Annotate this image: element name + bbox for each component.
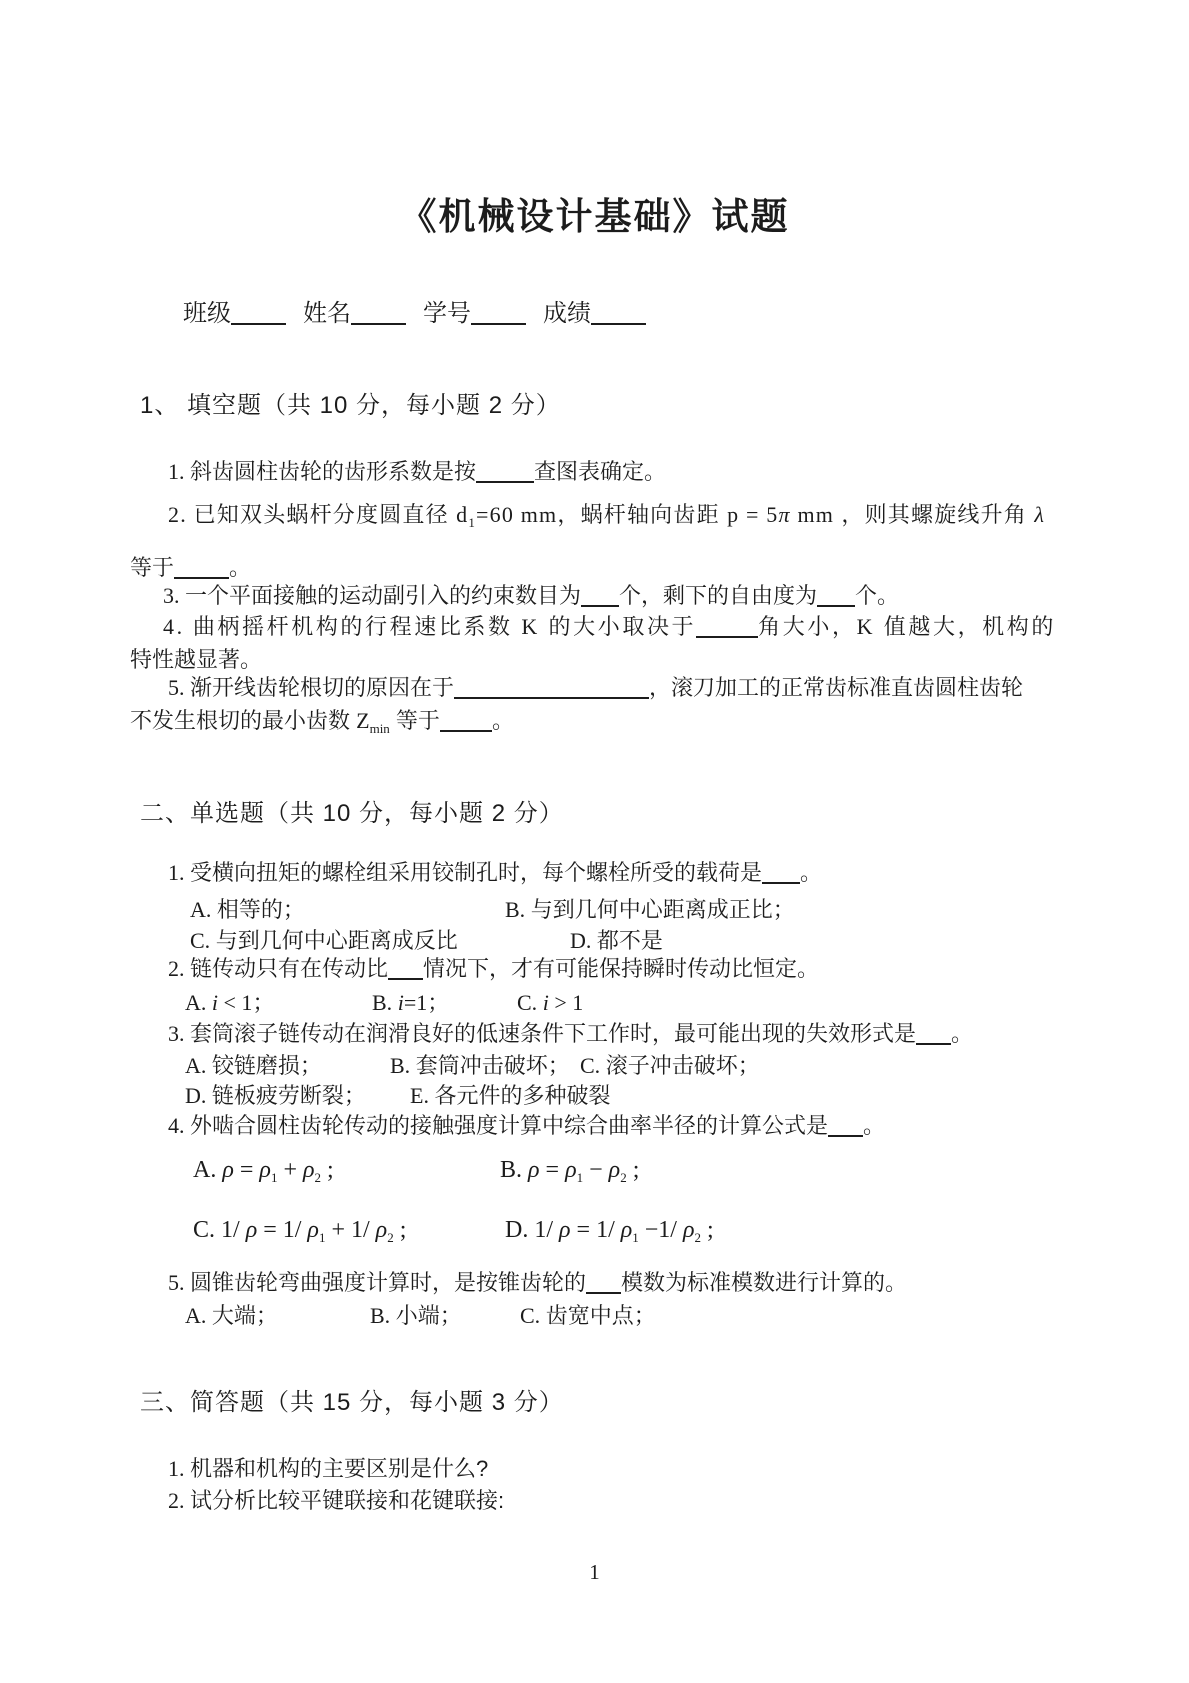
math-run: mm (790, 502, 835, 527)
option (372, 988, 449, 1018)
student-field-label: 姓名 (303, 300, 351, 327)
option (580, 1051, 760, 1081)
exam-line (168, 1111, 885, 1141)
math-run: C. (580, 1053, 606, 1078)
math-run: ρ (608, 1157, 621, 1183)
math-run: 2 (694, 1230, 701, 1245)
math-run: Z (356, 708, 370, 733)
math-run: D. 1/ (505, 1217, 559, 1243)
answer-blank (174, 555, 229, 579)
answer-blank (454, 675, 649, 699)
math-run: < 1 (218, 990, 253, 1015)
math-run: ρ (620, 1217, 633, 1243)
student-field-label: 成绩 (543, 300, 591, 327)
math-run: 1 (468, 515, 477, 530)
text-run: 等于 (389, 708, 440, 733)
math-run: + 1/ (325, 1217, 376, 1243)
text-run: 一个平面接触的运动副引入的约束数目为 (185, 583, 582, 608)
option (390, 1051, 570, 1081)
text-run: 与到几何中心距离成正比； (530, 897, 795, 922)
exam-line (130, 553, 251, 583)
option-row (0, 1301, 1189, 1331)
math-run: 3. (163, 583, 185, 608)
answer-blank (696, 614, 758, 638)
text-run: ，蜗杆轴向齿距 (557, 502, 728, 527)
option (193, 1155, 334, 1193)
text-run: ； (252, 990, 275, 1015)
text-run: 铰链磨损； (211, 1053, 322, 1078)
text-run: 试分析比较平键联接和花键联接: (190, 1488, 505, 1513)
text-run: 。 (229, 555, 252, 580)
text-run: 值越大，机构的 (875, 614, 1056, 639)
option-row (0, 1051, 1189, 1081)
text-run: 。 (800, 860, 823, 885)
option (570, 926, 663, 956)
text-run: 齿宽中点； (545, 1303, 656, 1328)
math-run: B. (370, 1303, 396, 1328)
option (185, 1081, 366, 1111)
text-run: 受横向扭矩的螺栓组采用铰制孔时，每个螺栓所受的载荷是 (190, 860, 763, 885)
text-run: 圆锥齿轮弯曲强度计算时，是按锥齿轮的 (190, 1270, 587, 1295)
math-run: 1 (270, 1170, 278, 1185)
exam-line (163, 581, 899, 611)
text-run: 链传动只有在传动比 (190, 956, 389, 981)
student-field-blank (231, 299, 286, 325)
text-run: 机器和机构的主要区别是什么? (190, 1456, 489, 1481)
text-run: 不发生根切的最小齿数 (130, 708, 357, 733)
math-run: − (583, 1157, 609, 1183)
math-run: 2 (314, 1170, 322, 1185)
exam-line (168, 500, 1045, 538)
answer-blank (476, 459, 534, 483)
exam-line (168, 1268, 907, 1298)
math-run: A. (185, 990, 212, 1015)
math-run: i (397, 990, 404, 1015)
math-run: min (369, 721, 390, 736)
answer-blank (440, 708, 492, 732)
math-run: = (233, 1157, 260, 1183)
math-run: =60 mm (476, 502, 558, 527)
math-run: = 1/ (570, 1217, 621, 1243)
exam-line (168, 457, 666, 487)
math-run: ρ (222, 1157, 234, 1183)
section-heading: 1、 填空题（共 10 分，每小题 2 分） (140, 392, 561, 419)
answer-blank (828, 1113, 863, 1137)
math-run: =1 (403, 990, 428, 1015)
exam-line (130, 645, 262, 675)
math-run: B. (505, 897, 531, 922)
text-run: 滚子冲击破坏； (605, 1053, 760, 1078)
math-run: K (521, 614, 540, 639)
page-title: 《机械设计基础》试题 (399, 196, 790, 237)
math-run: C. (190, 928, 216, 953)
math-run: B. (390, 1053, 416, 1078)
option (190, 926, 458, 956)
text-run: 套筒滚子链传动在润滑良好的低速条件下工作时，最可能出现的失效形式是 (190, 1021, 917, 1046)
option (517, 988, 583, 1018)
text-run: ，则其螺旋线升角 (834, 502, 1035, 527)
math-run: 2. (168, 1488, 190, 1513)
option (185, 1051, 322, 1081)
text-run: 。 (491, 708, 514, 733)
math-run: A. (190, 897, 217, 922)
text-run: 相等的； (216, 897, 305, 922)
text-run: 各元件的多种破裂 (434, 1083, 611, 1108)
math-run: i (211, 990, 219, 1015)
answer-blank (586, 1270, 621, 1294)
text-run: 套筒冲击破坏； (415, 1053, 570, 1078)
math-run: 4. (168, 1113, 190, 1138)
math-run: 1. (168, 459, 190, 484)
math-run: 1 (632, 1230, 639, 1245)
answer-blank (581, 583, 619, 607)
text-run: 特性越显著。 (130, 647, 263, 672)
text-run: 。 (863, 1113, 886, 1138)
student-field-blank (351, 299, 406, 325)
text-run: 模数为标准模数进行计算的。 (621, 1270, 908, 1295)
math-run: 5. (168, 675, 190, 700)
math-run: C. (520, 1303, 546, 1328)
math-run: 2 (387, 1230, 394, 1245)
answer-blank (388, 956, 423, 980)
option-row (0, 988, 1189, 1018)
text-run: ； (427, 990, 450, 1015)
student-field-label: 班级 (183, 300, 231, 327)
student-field-blank (471, 299, 526, 325)
text-run: 情况下，才有可能保持瞬时传动比恒定。 (423, 956, 820, 981)
text-run: 外啮合圆柱齿轮传动的接触强度计算中综合曲率半径的计算公式是 (190, 1113, 829, 1138)
math-run: ; (393, 1217, 407, 1243)
student-info-line (183, 293, 663, 328)
student-field (303, 300, 406, 327)
math-run: ; (701, 1217, 714, 1243)
option (193, 1215, 406, 1253)
math-run: ρ (559, 1217, 571, 1243)
text-run: 。 (951, 1021, 974, 1046)
math-run: 1. (168, 860, 190, 885)
math-run: ; (626, 1157, 640, 1183)
math-run: 4. (163, 614, 193, 639)
answer-blank (762, 860, 800, 884)
math-run: 1. (168, 1456, 190, 1481)
math-run: C. 1/ (193, 1217, 246, 1243)
exam-line (163, 612, 1056, 642)
student-field (423, 300, 526, 327)
text-run: 已知双头蜗杆分度圆直径 (193, 502, 457, 527)
text-run: 小端； (395, 1303, 462, 1328)
exam-line (168, 1019, 973, 1049)
exam-line (168, 954, 819, 984)
math-run: ρ (303, 1157, 315, 1183)
option (520, 1301, 656, 1331)
option (185, 988, 274, 1018)
math-run: ρ (259, 1157, 271, 1183)
student-field (543, 300, 646, 327)
text-run: 角大小， (758, 614, 857, 639)
exam-line (168, 1454, 488, 1484)
student-field-blank (591, 299, 646, 325)
math-run: D. (185, 1083, 212, 1108)
math-run: i (542, 990, 549, 1015)
math-run: ρ (375, 1217, 388, 1243)
answer-blank (916, 1021, 951, 1045)
math-run: C. (517, 990, 543, 1015)
text-run: 个，剩下的自由度为 (619, 583, 818, 608)
text-run: 查图表确定。 (534, 459, 667, 484)
option-row (0, 926, 1189, 956)
page-number: 1 (589, 1560, 600, 1584)
math-run: B. (500, 1157, 529, 1183)
math-run: 2. (168, 502, 194, 527)
text-run: 等于 (130, 555, 175, 580)
math-run: ρ (682, 1217, 695, 1243)
math-run: p = 5 (727, 502, 779, 527)
math-run: > 1 (548, 990, 584, 1015)
math-run: −1/ (638, 1217, 683, 1243)
exam-line (168, 1486, 504, 1516)
text-run: 都不是 (596, 928, 663, 953)
math-run: 1 (318, 1230, 326, 1245)
math-run: 2 (620, 1170, 627, 1185)
text-run: 与到几何中心距离成反比 (215, 928, 458, 953)
math-run: 3. (168, 1021, 190, 1046)
math-run: + (277, 1157, 303, 1183)
text-run: 个。 (855, 583, 900, 608)
option (505, 895, 795, 925)
text-run: 曲柄摇杆机构的行程速比系数 (192, 614, 522, 639)
math-run: 1 (576, 1170, 584, 1185)
math-run: A. (193, 1157, 223, 1183)
math-run: = (539, 1157, 566, 1183)
option (370, 1301, 462, 1331)
math-run: D. (570, 928, 597, 953)
student-field (183, 300, 286, 327)
math-run: d (456, 502, 469, 527)
math-run: ; (321, 1157, 334, 1183)
math-run: A. (185, 1053, 212, 1078)
section-heading: 三、简答题（共 15 分，每小题 3 分） (140, 1389, 564, 1416)
math-run: λ (1034, 502, 1046, 527)
exam-line (168, 673, 1023, 703)
option (500, 1155, 639, 1193)
text-run: 渐开线齿轮根切的原因在于 (190, 675, 455, 700)
math-run: 5. (168, 1270, 190, 1295)
text-run: 斜齿圆柱齿轮的齿形系数是按 (190, 459, 477, 484)
option-row (0, 1081, 1189, 1111)
text-run: 的大小取决于 (539, 614, 697, 639)
math-run: ρ (565, 1157, 577, 1183)
math-run: π (778, 502, 791, 527)
math-run: A. (185, 1303, 212, 1328)
math-run: ρ (245, 1217, 258, 1243)
option-row (0, 1215, 1189, 1245)
math-run: = 1/ (257, 1217, 308, 1243)
math-run: ρ (528, 1157, 540, 1183)
text-run: 链板疲劳断裂； (211, 1083, 366, 1108)
student-field-label: 学号 (423, 300, 471, 327)
math-run: 2. (168, 956, 190, 981)
option-row (0, 895, 1189, 925)
math-run: ρ (307, 1217, 319, 1243)
exam-line (130, 706, 514, 744)
math-run: K (856, 614, 876, 639)
option (505, 1215, 714, 1253)
exam-line (168, 858, 822, 888)
option (185, 1301, 278, 1331)
option (190, 895, 305, 925)
math-run: E. (410, 1083, 435, 1108)
text-run: ，滚刀加工的正常齿标准直齿圆柱齿轮 (649, 675, 1024, 700)
text-run: 大端； (211, 1303, 278, 1328)
answer-blank (817, 583, 855, 607)
math-run: B. (372, 990, 398, 1015)
option (410, 1081, 610, 1111)
section-heading: 二、单选题（共 10 分，每小题 2 分） (140, 800, 564, 827)
option-row (0, 1155, 1189, 1185)
